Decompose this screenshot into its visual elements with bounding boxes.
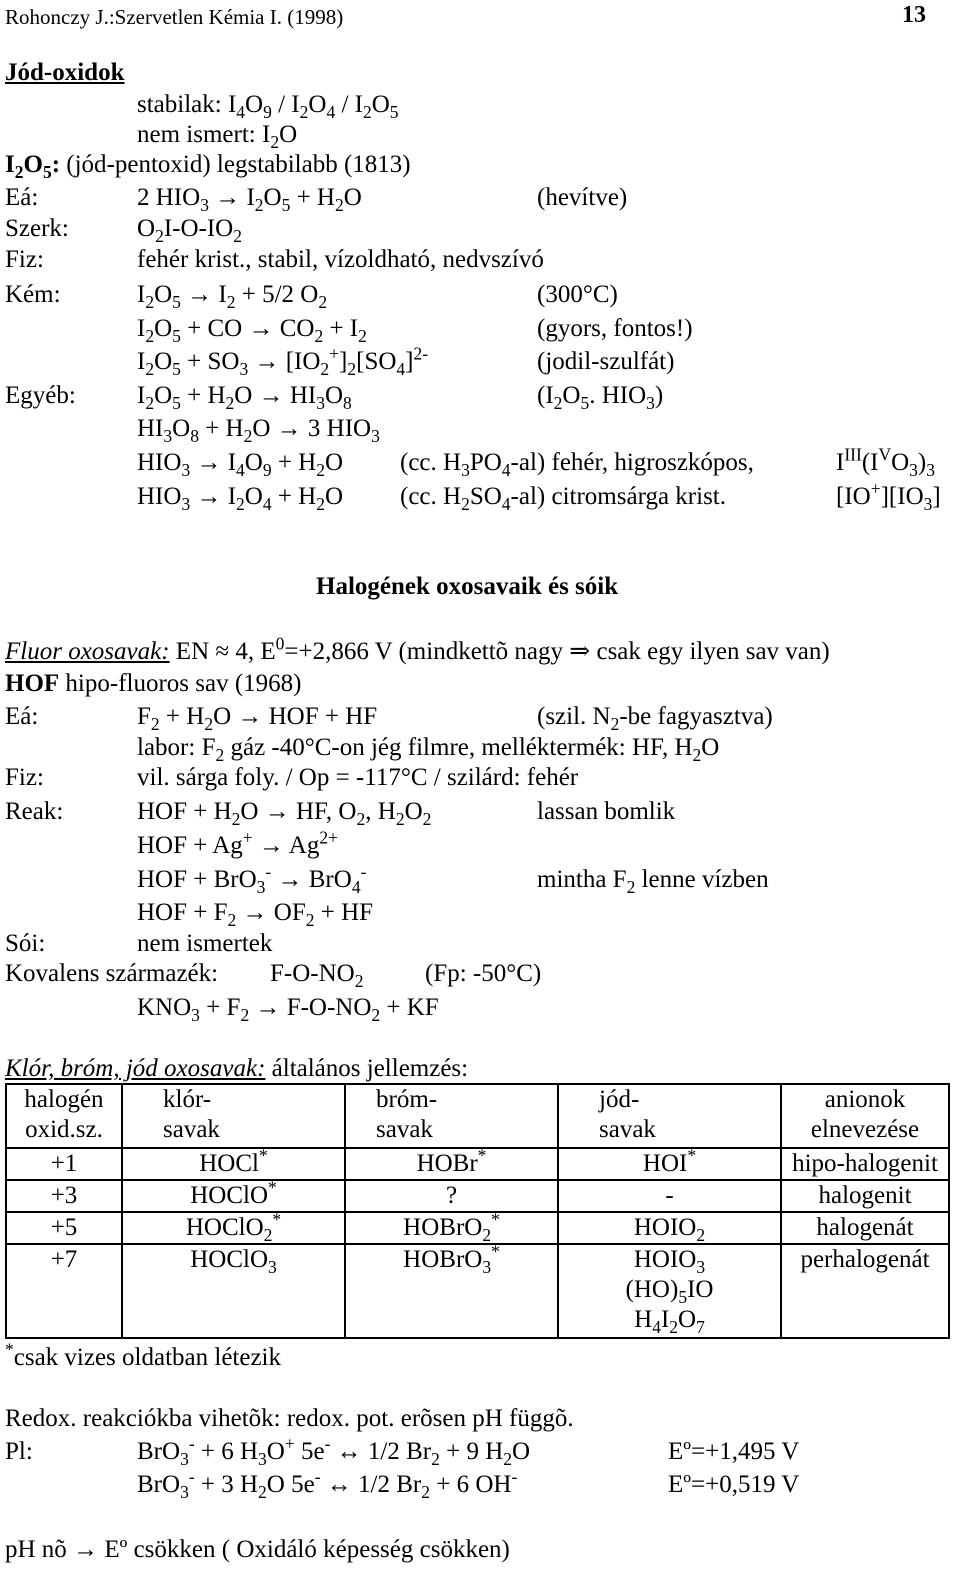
kovalens-label: Kovalens származék: xyxy=(5,960,219,987)
reak-eq-4: HOF + $F_2 \to OF_2$ + HF xyxy=(137,899,374,931)
klor-title: Klór, bróm, jód oxosavak: általános jellemzés: xyxy=(5,1055,469,1082)
nem-ismert-line: nem ismert: $I_2O$ xyxy=(137,121,298,153)
kem-eq-2: $I_2O_5$ + CO → $CO_2 + I_2$ xyxy=(137,315,367,347)
cell-i: $HOIO_2$ xyxy=(558,1212,781,1244)
hof-labor: labor: $F_2$ gáz -40°C-on jég filmre, melléktermék: HF, $H_2O$ xyxy=(137,734,720,766)
oxosav-table xyxy=(5,1083,950,1339)
cell-anion: hipo-halogenit xyxy=(781,1148,949,1180)
cell-anion: perhalogenát xyxy=(781,1244,949,1338)
redox-eo-2: Eº=+0,519 V xyxy=(668,1471,800,1498)
cell-br: HOBrO$_2$* xyxy=(345,1212,558,1244)
szerk-label: Szerk: xyxy=(5,215,69,242)
redox-eo-1: Eº=+1,495 V xyxy=(668,1438,800,1465)
fiz-text: fehér krist., stabil, vízoldható, nedvszívó xyxy=(137,246,544,273)
cell-anion: halogenát xyxy=(781,1212,949,1244)
hof-ea-eq: $F_2 + H_2O$ → HOF + HF xyxy=(137,703,378,735)
table-row xyxy=(6,1212,949,1244)
ea-label: Eá: xyxy=(5,184,39,211)
redox-eq-1: BrO$_3$- + 6 $H_3O^+$ 5e- ↔ 1/2 $Br_2 + 9$ $H_2O$ xyxy=(137,1433,531,1470)
section-title-jod-oxidok: Jód-oxidok xyxy=(5,59,125,86)
table-row xyxy=(6,1244,949,1338)
cell-ox: +7 xyxy=(6,1244,122,1338)
ea-condition: (hevítve) xyxy=(537,184,628,211)
cell-cl: HOClO$_2$* xyxy=(122,1212,345,1244)
cell-br: HOBr* xyxy=(345,1148,558,1180)
egyeb-cond-1: ($I_2O_5$. $HIO_3$) xyxy=(537,382,664,414)
ea-equation: 2 $HIO_3 \to I_2O_5 + H_2O$ xyxy=(137,184,362,216)
page-number: 13 xyxy=(902,2,926,28)
reak-eq-3: HOF + BrO$_3$- → BrO$_4$- xyxy=(137,861,367,898)
cell-ox: +5 xyxy=(6,1212,122,1244)
table-footnote: *csak vizes oldatban létezik xyxy=(5,1339,281,1371)
egyeb-cond-3: (cc. $H_3PO_4-al$) fehér, higroszkópos, xyxy=(400,449,754,481)
egyeb-cond-4: (cc. $H_2SO_4-al$) citromsárga krist. xyxy=(400,483,726,515)
egyeb-eq-4: $HIO_3 \to I_2O_4 + H_2O$ xyxy=(137,483,344,515)
kem-eq-3: $I_2O_5 + SO_3 \to [IO_2^+]_2[SO_4]^{2-}$ xyxy=(137,343,429,380)
hof-ea-cond: (szil. $N_2-be$ fagyasztva) xyxy=(537,703,773,735)
header-left: Rohonczy J.:Szervetlen Kémia I. (1998) xyxy=(5,5,344,29)
fiz-label: Fiz: xyxy=(5,246,44,273)
kovalens-formula: $F-O-NO_2$ xyxy=(270,960,364,992)
section-title-halogenek: Halogének oxosavaik és sóik xyxy=(316,573,619,600)
soi-label: Sói: xyxy=(5,930,46,957)
kovalens-fp: (Fp: -50°C) xyxy=(425,960,542,987)
reak-note-1: lassan bomlik xyxy=(537,798,676,825)
redox-eq-2: BrO$_3$- + 3 $H_2O$ 5e- ↔ 1/2 $Br_2 + 6$ OH- xyxy=(137,1466,518,1503)
cell-cl: HOClO$_3$ xyxy=(122,1244,345,1338)
cell-i: HOI* xyxy=(558,1148,781,1180)
egyeb-label: Egyéb: xyxy=(5,382,76,409)
kem-cond-3: (jodil-szulfát) xyxy=(537,348,675,375)
cell-ox: +3 xyxy=(6,1180,122,1212)
fluor-line: Fluor oxosavak: EN ≈ 4, $E^0=+2,866$ V (mindkettõ nagy ⇒ csak egy ilyen sav van) xyxy=(5,633,830,665)
kem-cond-1: (300°C) xyxy=(537,281,618,308)
cell-i: $HOIO_3$ $(HO)_5IO$ $H_4I_2O_7$ xyxy=(558,1244,781,1338)
cell-i: - xyxy=(558,1180,781,1212)
reak-eq-2: HOF + $Ag^+ \to Ag^{2+}$ xyxy=(137,827,338,859)
hof-ea-label: Eá: xyxy=(5,703,39,730)
hof-fiz-label: Fiz: xyxy=(5,764,44,791)
reak-label: Reak: xyxy=(5,798,64,825)
egyeb-eq-1: $I_2O_5 + H_2O \to HI_3O_8$ xyxy=(137,382,352,414)
stabilak-line: stabilak: $I_4O_9 / I_2O_4 / I_2O_5$ xyxy=(137,91,399,123)
hof-fiz-text: vil. sárga foly. / Op = -117°C / szilárd: fehér xyxy=(137,764,579,791)
kem-label: Kém: xyxy=(5,281,61,308)
egyeb-eq-3: $HIO_3 \to I_4O_9 + H_2O$ xyxy=(137,449,344,481)
cell-cl: HOClO* xyxy=(122,1180,345,1212)
th-anion: anionok elnevezése xyxy=(781,1084,949,1148)
i2o5-line: $I_2O_5$: (jód-pentoxid) legstabilabb (1813) xyxy=(5,151,411,183)
kem-eq-1: $I_2O_5 \to I_2 + 5/2$ $O_2$ xyxy=(137,281,328,313)
szerk-formula: $O_2I-O-IO_2$ xyxy=(137,215,242,247)
kem-cond-2: (gyors, fontos!) xyxy=(537,315,693,342)
cell-cl: HOCl* xyxy=(122,1148,345,1180)
egyeb-product-3: $I^{III}(I^VO_3)_3$ xyxy=(836,444,935,481)
egyeb-product-4: $[IO^+][IO_3]$ xyxy=(836,478,941,515)
cell-anion: halogenit xyxy=(781,1180,949,1212)
table-row xyxy=(6,1180,949,1212)
cell-br: HOBrO$_3$* xyxy=(345,1244,558,1338)
th-halogen: halogén oxid.sz. xyxy=(6,1084,122,1148)
cell-ox: +1 xyxy=(6,1148,122,1180)
pl-label: Pl: xyxy=(5,1438,33,1465)
soi-text: nem ismertek xyxy=(137,930,273,957)
th-jod: jód- savak xyxy=(558,1084,781,1148)
reak-note-3: mintha $F_2$ lenne vízben xyxy=(537,866,769,898)
kovalens-eq: $KNO_3 + F_2 \to F-O-NO_2$ + KF xyxy=(137,994,439,1026)
egyeb-eq-2: $HI_3O_8 + H_2O \to 3$ $HIO_3$ xyxy=(137,415,380,447)
table-row xyxy=(6,1148,949,1180)
hof-line: HOF hipo-fluoros sav (1968) xyxy=(5,670,302,697)
th-brom: bróm- savak xyxy=(345,1084,558,1148)
redox-intro: Redox. reakciókba vihetõk: redox. pot. erõsen pH függõ. xyxy=(5,1405,574,1432)
th-klor: klór- savak xyxy=(122,1084,345,1148)
ph-line: pH nõ → Eº csökken ( Oxidáló képesség csökken) xyxy=(5,1536,510,1563)
cell-br: ? xyxy=(345,1180,558,1212)
reak-eq-1: HOF + $H_2O$ → HF, $O_2$, $H_2O_2$ xyxy=(137,798,432,830)
